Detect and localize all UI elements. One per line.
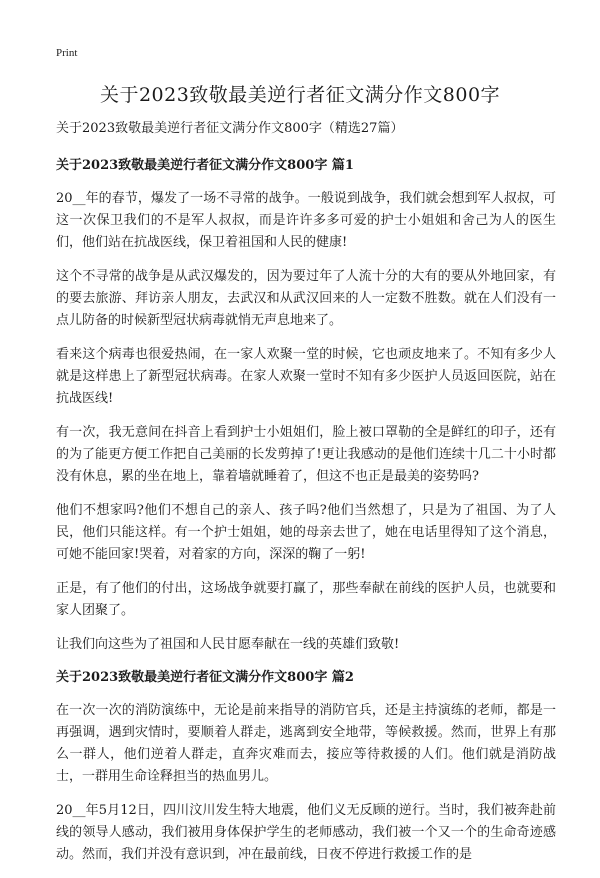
paragraph: 20__年的春节，爆发了一场不寻常的战争。一般说到战争，我们就会想到军人叔叔，可这一次保卫我们的不是军人叔叔，而是许许多多可爱的护士小姐姐和舍己为人的医生们，他们站在抗战医线，保卫着祖国和人民的健康!	[56, 191, 556, 250]
paragraph: 在一次一次的消防演练中，无论是前来指导的消防官兵，还是主持演练的老师，都是一再强调，遇到灾情时，要顺着人群走，逃离到安全地带，等候救援。然而，世界上有那么一群人，他们逆着人群走，直奔灾难而去，接应等待救援的人们。他们就是消防战士，一群用生命诠释担当的热血男儿。	[56, 703, 556, 784]
paragraph: 他们不想家吗?他们不想自己的亲人、孩子吗?他们当然想了，只是为了祖国、为了人民，他们只能这样。有一个护士姐姐，她的母亲去世了，她在电话里得知了这个消息，可她不能回家!哭着，对着家的方向，深深的鞠了一躬!	[56, 503, 556, 562]
print-label: Print	[56, 47, 78, 59]
essay-section-2	[56, 668, 556, 866]
document-body	[56, 118, 556, 878]
document-subtitle: 关于2023致敬最美逆行者征文满分作文800字（精选27篇）	[56, 121, 404, 136]
paragraph: 正是，有了他们的付出，这场战争就要打赢了，那些奉献在前线的医护人员，也就要和家人团聚了。	[56, 581, 556, 618]
paragraph: 20__年5月12日，四川汶川发生特大地震，他们义无反顾的逆行。当时，我们被奔赴前线的领导人感动，我们被用身体保护学生的老师感动，我们被一个又一个的生命奇迹感动。然而，我们并没有意识到，冲在最前线，日夜不停进行救援工作的是	[56, 803, 556, 862]
paragraph: 有一次，我无意间在抖音上看到护士小姐姐们，脸上被口罩勒的全是鲜红的印子，还有的为了能更方便工作把自己美丽的长发剪掉了!更让我感动的是他们连续十几二十小时都没有休息，累的坐在地上，靠着墙就睡着了，但这不也正是最美的姿势吗?	[56, 425, 556, 484]
essay-section-1	[56, 156, 556, 656]
page-title: 关于2023致敬最美逆行者征文满分作文800字	[99, 84, 501, 106]
paragraph: 让我们向这些为了祖国和人民甘愿奉献在一线的英雄们致敬!	[56, 637, 400, 652]
section-heading: 关于2023致敬最美逆行者征文满分作文800字 篇2	[56, 670, 354, 685]
paragraph: 这个不寻常的战争是从武汉爆发的，因为要过年了人流十分的大有的要从外地回家，有的要去旅游、拜访亲人朋友，去武汉和从武汉回来的人一定数不胜数。就在人们没有一点儿防备的时候新型冠状病毒就悄无声息地来了。	[56, 269, 556, 328]
section-heading: 关于2023致敬最美逆行者征文满分作文800字 篇1	[56, 158, 354, 173]
paragraph: 看来这个病毒也很爱热闹，在一家人欢聚一堂的时候，它也顽皮地来了。不知有多少人就是这样患上了新型冠状病毒。在家人欢聚一堂时不知有多少医护人员返回医院，站在抗战医线!	[56, 347, 556, 406]
